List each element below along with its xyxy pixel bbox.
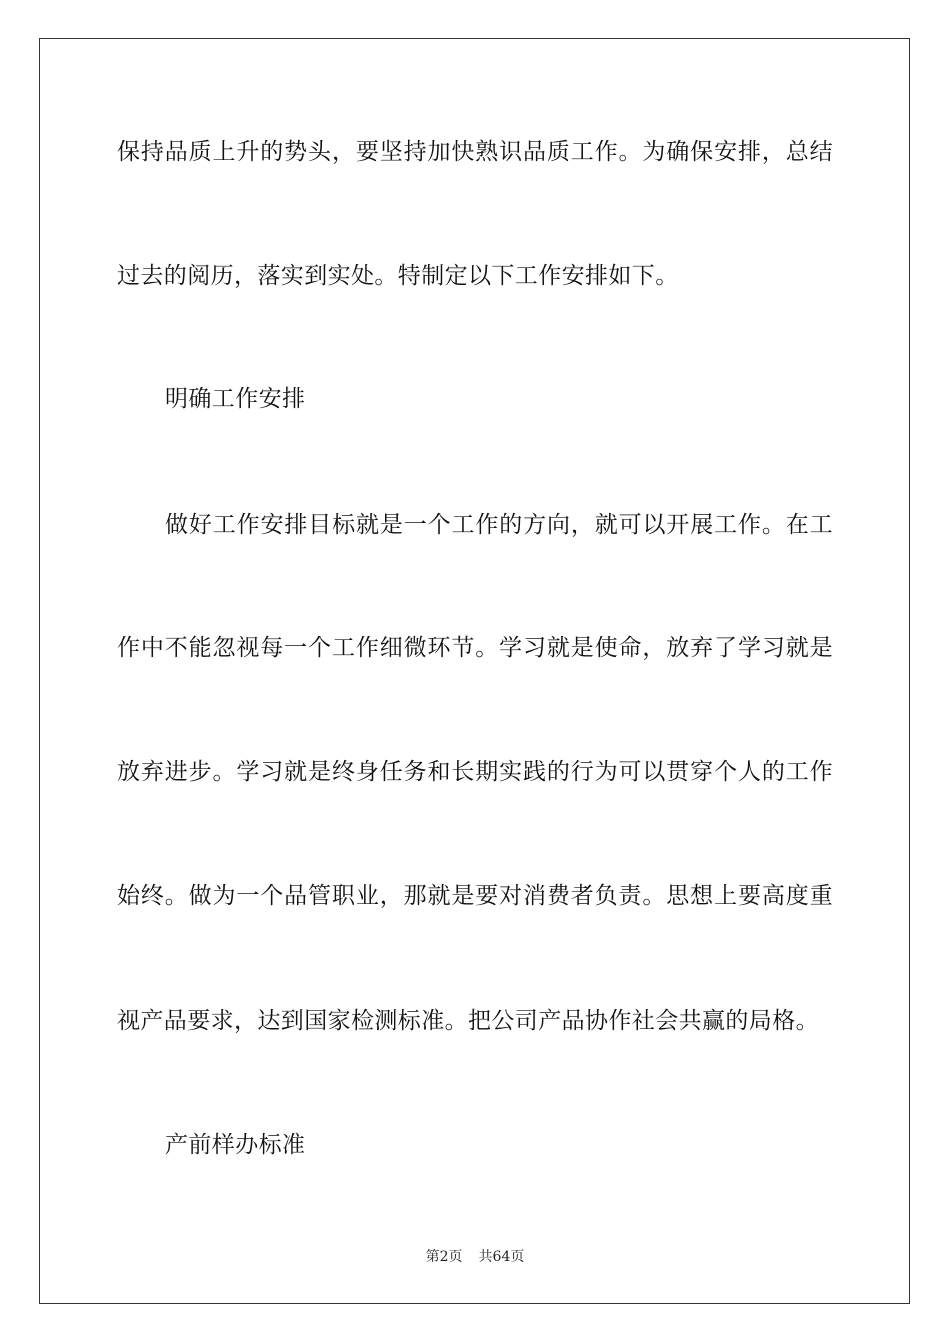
- page-number: 第2页: [425, 1249, 463, 1265]
- paragraph-line: 保持品质上升的势头，要坚持加快熟识品质工作。为确保安排，总结: [117, 139, 833, 165]
- paragraph-line: 视产品要求，达到国家检测标准。把公司产品协作社会共赢的局格。: [117, 1008, 819, 1034]
- paragraph-line: 过去的阅历，落实到实处。特制定以下工作安排如下。: [117, 263, 679, 289]
- section-heading: 产前样办标准: [165, 1132, 306, 1158]
- paragraph-line: 始终。做为一个品管职业，那就是要对消费者负责。思想上要高度重: [117, 883, 833, 909]
- paragraph-line: 作中不能忽视每一个工作细微环节。学习就是使命，放弃了学习就是: [117, 635, 833, 661]
- page-border: [39, 38, 910, 1304]
- paragraph-line: 做好工作安排目标就是一个工作的方向，就可以开展工作。在工: [165, 512, 833, 538]
- page-footer: [0, 1247, 950, 1267]
- section-heading: 明确工作安排: [165, 386, 306, 412]
- paragraph-line: 放弃进步。学习就是终身任务和长期实践的行为可以贯穿个人的工作: [117, 759, 833, 785]
- page-total: 共64页: [478, 1249, 525, 1265]
